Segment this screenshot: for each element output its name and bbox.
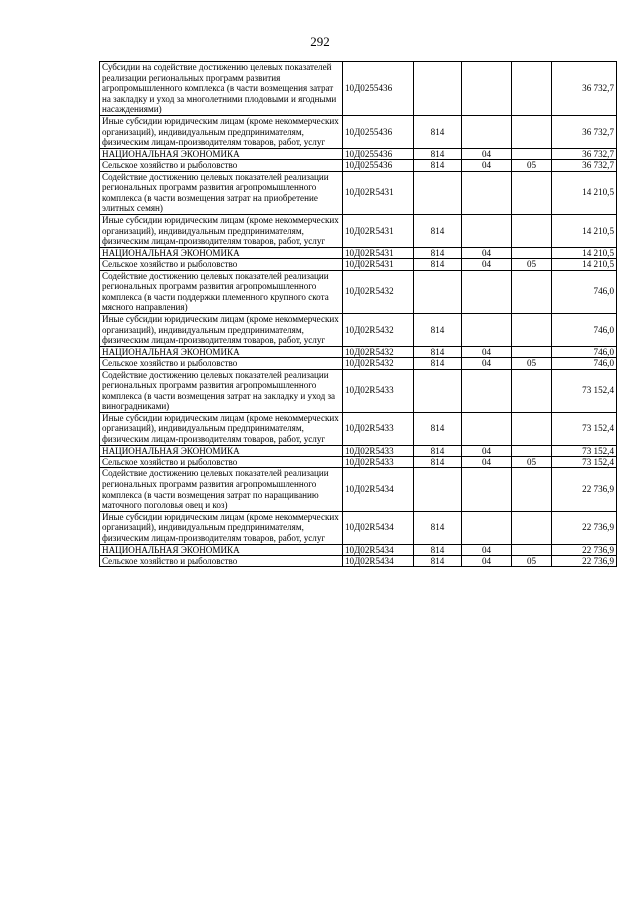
expense-type-cell: 814 (414, 160, 462, 171)
expense-name-cell: Содействие достижению целевых показателей реализации региональных программ развития агропромышленного комплекса (в части возмещения затрат на приобретение элитных семян) (100, 171, 343, 214)
expense-name-cell: Сельское хозяйство и рыболовство (100, 556, 343, 567)
target-article-cell: 10Д0255436 (343, 148, 414, 159)
expense-type-cell: 814 (414, 457, 462, 468)
expense-type-cell: 814 (414, 556, 462, 567)
expense-type-cell: 814 (414, 445, 462, 456)
amount-cell: 73 152,4 (552, 457, 617, 468)
amount-cell: 36 732,7 (552, 62, 617, 116)
table-row (100, 148, 617, 159)
section-cell (462, 115, 512, 148)
budget-table-body (100, 62, 617, 567)
expense-type-cell: 814 (414, 511, 462, 544)
table-row (100, 247, 617, 258)
expense-type-cell (414, 62, 462, 116)
amount-cell: 22 736,9 (552, 544, 617, 555)
amount-cell: 14 210,5 (552, 259, 617, 270)
target-article-cell: 10Д02R5432 (343, 346, 414, 357)
subsection-cell (512, 445, 552, 456)
table-row (100, 544, 617, 555)
section-cell (462, 412, 512, 445)
subsection-cell: 05 (512, 556, 552, 567)
expense-type-cell: 814 (414, 346, 462, 357)
subsection-cell (512, 171, 552, 214)
amount-cell: 22 736,9 (552, 556, 617, 567)
expense-name-cell: НАЦИОНАЛЬНАЯ ЭКОНОМИКА (100, 445, 343, 456)
amount-cell: 14 210,5 (552, 214, 617, 247)
section-cell: 04 (462, 160, 512, 171)
table-row (100, 160, 617, 171)
expense-name-cell: Иные субсидии юридическим лицам (кроме некоммерческих организаций), индивидуальным предпринимателям, физическим лицам-производителям товаров, работ, услуг (100, 313, 343, 346)
section-cell (462, 369, 512, 412)
target-article-cell: 10Д02R5434 (343, 468, 414, 511)
target-article-cell: 10Д02R5432 (343, 358, 414, 369)
section-cell: 04 (462, 247, 512, 258)
table-row (100, 358, 617, 369)
amount-cell: 22 736,9 (552, 468, 617, 511)
table-row (100, 556, 617, 567)
amount-cell: 746,0 (552, 346, 617, 357)
expense-name-cell: Иные субсидии юридическим лицам (кроме некоммерческих организаций), индивидуальным предпринимателям, физическим лицам-производителям товаров, работ, услуг (100, 115, 343, 148)
table-row (100, 270, 617, 313)
target-article-cell: 10Д0255436 (343, 160, 414, 171)
amount-cell: 73 152,4 (552, 369, 617, 412)
amount-cell: 14 210,5 (552, 171, 617, 214)
subsection-cell (512, 544, 552, 555)
subsection-cell (512, 412, 552, 445)
table-row (100, 445, 617, 456)
target-article-cell: 10Д02R5431 (343, 214, 414, 247)
target-article-cell: 10Д0255436 (343, 62, 414, 116)
subsection-cell: 05 (512, 457, 552, 468)
subsection-cell (512, 62, 552, 116)
table-row (100, 259, 617, 270)
table-row (100, 313, 617, 346)
expense-name-cell: НАЦИОНАЛЬНАЯ ЭКОНОМИКА (100, 346, 343, 357)
target-article-cell: 10Д02R5432 (343, 270, 414, 313)
section-cell (462, 214, 512, 247)
amount-cell: 746,0 (552, 270, 617, 313)
table-row (100, 412, 617, 445)
section-cell (462, 313, 512, 346)
expense-name-cell: Содействие достижению целевых показателей реализации региональных программ развития агропромышленного комплекса (в части поддержки племенного крупного скота мясного направления) (100, 270, 343, 313)
subsection-cell: 05 (512, 160, 552, 171)
section-cell (462, 270, 512, 313)
section-cell: 04 (462, 457, 512, 468)
table-row (100, 171, 617, 214)
table-row (100, 511, 617, 544)
expense-name-cell: Содействие достижению целевых показателей реализации региональных программ развития агропромышленного комплекса (в части возмещения затрат по наращиванию маточного поголовья овец и коз) (100, 468, 343, 511)
expense-name-cell: Иные субсидии юридическим лицам (кроме некоммерческих организаций), индивидуальным предпринимателям, физическим лицам-производителям товаров, работ, услуг (100, 511, 343, 544)
target-article-cell: 10Д02R5434 (343, 544, 414, 555)
expense-name-cell: Сельское хозяйство и рыболовство (100, 160, 343, 171)
section-cell (462, 171, 512, 214)
subsection-cell (512, 468, 552, 511)
target-article-cell: 10Д02R5434 (343, 511, 414, 544)
expense-name-cell: НАЦИОНАЛЬНАЯ ЭКОНОМИКА (100, 148, 343, 159)
section-cell: 04 (462, 556, 512, 567)
expense-name-cell: Иные субсидии юридическим лицам (кроме некоммерческих организаций), индивидуальным предпринимателям, физическим лицам-производителям товаров, работ, услуг (100, 412, 343, 445)
expense-type-cell: 814 (414, 358, 462, 369)
amount-cell: 746,0 (552, 358, 617, 369)
section-cell: 04 (462, 358, 512, 369)
expense-name-cell: Иные субсидии юридическим лицам (кроме некоммерческих организаций), индивидуальным предпринимателям, физическим лицам-производителям товаров, работ, услуг (100, 214, 343, 247)
subsection-cell (512, 148, 552, 159)
subsection-cell (512, 313, 552, 346)
section-cell (462, 62, 512, 116)
subsection-cell: 05 (512, 259, 552, 270)
target-article-cell: 10Д02R5433 (343, 412, 414, 445)
amount-cell: 746,0 (552, 313, 617, 346)
target-article-cell: 10Д02R5431 (343, 247, 414, 258)
section-cell: 04 (462, 259, 512, 270)
section-cell (462, 468, 512, 511)
expense-name-cell: НАЦИОНАЛЬНАЯ ЭКОНОМИКА (100, 247, 343, 258)
amount-cell: 36 732,7 (552, 160, 617, 171)
expense-name-cell: Субсидии на содействие достижению целевых показателей реализации региональных программ развития агропромышленного комплекса (в части возмещения затрат на закладку и уход за многолетними плодовыми и ягодными насаждениями) (100, 62, 343, 116)
expense-type-cell: 814 (414, 259, 462, 270)
subsection-cell (512, 270, 552, 313)
subsection-cell (512, 214, 552, 247)
target-article-cell: 10Д02R5431 (343, 259, 414, 270)
table-row (100, 468, 617, 511)
expense-type-cell: 814 (414, 544, 462, 555)
amount-cell: 73 152,4 (552, 445, 617, 456)
target-article-cell: 10Д02R5434 (343, 556, 414, 567)
target-article-cell: 10Д0255436 (343, 115, 414, 148)
target-article-cell: 10Д02R5432 (343, 313, 414, 346)
expense-type-cell: 814 (414, 412, 462, 445)
section-cell: 04 (462, 544, 512, 555)
budget-table (99, 61, 617, 567)
amount-cell: 22 736,9 (552, 511, 617, 544)
expense-type-cell: 814 (414, 115, 462, 148)
expense-name-cell: Сельское хозяйство и рыболовство (100, 358, 343, 369)
table-row (100, 115, 617, 148)
subsection-cell: 05 (512, 358, 552, 369)
table-row (100, 214, 617, 247)
page-number: 292 (310, 34, 330, 49)
target-article-cell: 10Д02R5433 (343, 457, 414, 468)
section-cell: 04 (462, 148, 512, 159)
expense-name-cell: Содействие достижению целевых показателей реализации региональных программ развития агропромышленного комплекса (в части возмещения затрат на закладку и уход за виноградниками) (100, 369, 343, 412)
target-article-cell: 10Д02R5433 (343, 445, 414, 456)
expense-name-cell: НАЦИОНАЛЬНАЯ ЭКОНОМИКА (100, 544, 343, 555)
expense-type-cell: 814 (414, 247, 462, 258)
table-row (100, 457, 617, 468)
expense-name-cell: Сельское хозяйство и рыболовство (100, 457, 343, 468)
amount-cell: 36 732,7 (552, 148, 617, 159)
section-cell (462, 511, 512, 544)
subsection-cell (512, 247, 552, 258)
subsection-cell (512, 115, 552, 148)
table-row (100, 369, 617, 412)
expense-type-cell (414, 270, 462, 313)
table-row (100, 346, 617, 357)
expense-type-cell: 814 (414, 313, 462, 346)
subsection-cell (512, 346, 552, 357)
expense-name-cell: Сельское хозяйство и рыболовство (100, 259, 343, 270)
expense-type-cell (414, 171, 462, 214)
table-row (100, 62, 617, 116)
amount-cell: 14 210,5 (552, 247, 617, 258)
expense-type-cell: 814 (414, 148, 462, 159)
expense-type-cell (414, 369, 462, 412)
expense-type-cell: 814 (414, 214, 462, 247)
amount-cell: 73 152,4 (552, 412, 617, 445)
target-article-cell: 10Д02R5433 (343, 369, 414, 412)
expense-type-cell (414, 468, 462, 511)
subsection-cell (512, 369, 552, 412)
subsection-cell (512, 511, 552, 544)
amount-cell: 36 732,7 (552, 115, 617, 148)
target-article-cell: 10Д02R5431 (343, 171, 414, 214)
section-cell: 04 (462, 445, 512, 456)
section-cell: 04 (462, 346, 512, 357)
